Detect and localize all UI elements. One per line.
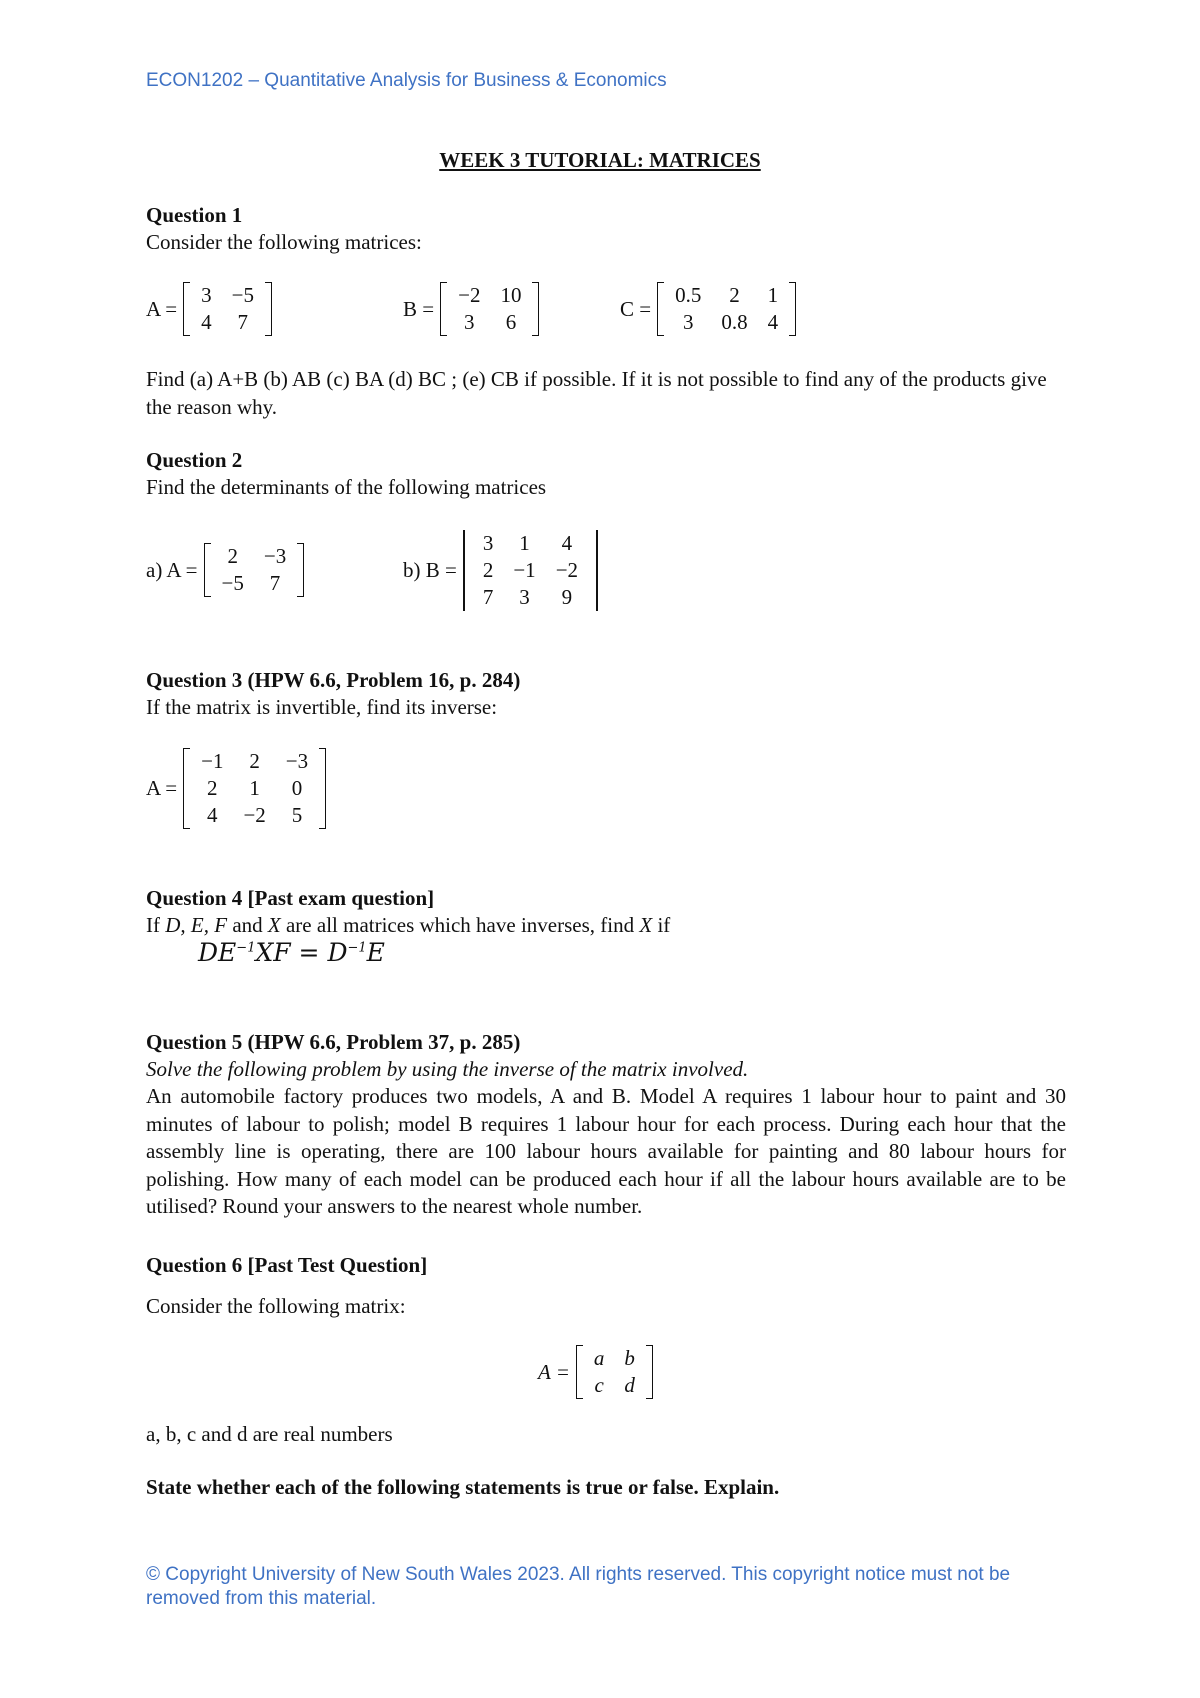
q6-heading: Question 6 [Past Test Question] [146, 1253, 428, 1277]
matrix-cell: 1 [767, 283, 779, 307]
matrix-cell: c [594, 1373, 604, 1397]
q3-intro: If the matrix is invertible, find its inverse: [146, 695, 498, 719]
matrix-cell: −2 [555, 558, 579, 582]
matrix-label: A = [146, 296, 178, 321]
matrix-cell: d [624, 1373, 635, 1397]
matrix-cell: 4 [201, 310, 212, 334]
q5-body: An automobile factory produces two models, A and B. Model A requires 1 labour hour to paint and 30 minutes of labour to polish; model B requires 1 labour hour for each process. During each hour that the assembly line is operating, there are 100 labour hours available for painting and 80 labour hours for polishing. How many of each model can be produced each hour if all the labour hours available are to be utilised? Round your answers to the nearest whole number. [146, 1084, 1066, 1218]
q3-heading: Question 3 (HPW 6.6, Problem 16, p. 284) [146, 668, 521, 692]
matrix-cell: 1 [519, 531, 530, 555]
q6-statement: State whether each of the following statements is true or false. Explain. [146, 1475, 780, 1499]
q4-intro-x2: X [639, 913, 653, 937]
matrix-cell: 9 [561, 585, 573, 609]
matrix-cell: 10 [500, 283, 522, 307]
q6-intro: Consider the following matrix: [146, 1294, 406, 1318]
eq-sup1: −1 [236, 940, 256, 956]
q4-intro [146, 912, 670, 939]
q4-intro-mid: and [227, 913, 268, 937]
matrix-cell: a [593, 1346, 605, 1370]
q4-intro-post: are all matrices which have inverses, find [280, 913, 640, 937]
matrix-cell: −5 [231, 283, 254, 307]
q1-matrix-a [146, 282, 272, 336]
q2-matrix-a [146, 543, 304, 597]
matrix-cell: 4 [561, 531, 573, 555]
matrix-cell: b [624, 1346, 635, 1370]
matrix-cell: 3 [201, 283, 212, 307]
matrix-cell: 7 [269, 571, 281, 595]
copyright-footer: © Copyright University of New South Wales 2023. All rights reserved. This copyright notice must not be removed from this material. [146, 1564, 1011, 1609]
matrix-cell: 3 [519, 585, 530, 609]
matrix-cell: 2 [227, 544, 238, 568]
q4-intro-vars: D, E, F [165, 913, 228, 937]
q2-heading: Question 2 [146, 448, 243, 472]
q2-matrix-b [403, 530, 598, 611]
q1-intro: Consider the following matrices: [146, 230, 422, 254]
matrix-cell: −1 [201, 749, 224, 773]
q5-heading: Question 5 (HPW 6.6, Problem 37, p. 285) [146, 1030, 521, 1054]
matrix-cell: 2 [249, 749, 260, 773]
matrix-label: A = [538, 1359, 570, 1384]
matrix-cell: 1 [249, 776, 260, 800]
matrix-label: C = [620, 296, 652, 321]
q4-intro-x: X [267, 913, 281, 937]
q5-instruction: Solve the following problem by using the inverse of the matrix involved. [146, 1057, 749, 1081]
q4-intro-end: if [652, 913, 671, 937]
matrix-cell: 0.5 [675, 283, 702, 307]
matrix-cell: 4 [207, 803, 218, 827]
matrix-label: A = [146, 776, 178, 800]
q1-heading: Question 1 [146, 203, 243, 227]
matrix-label: a) A = [146, 557, 198, 582]
document-header: ECON1202 – Quantitative Analysis for Business & Economics [146, 70, 667, 91]
q2-intro: Find the determinants of the following matrices [146, 475, 547, 499]
matrix-cell: 3 [482, 531, 494, 555]
matrix-cell: −3 [263, 544, 287, 568]
matrix-cell: −5 [221, 571, 244, 595]
eq-right: E [366, 938, 385, 967]
matrix-cell: 4 [767, 310, 779, 334]
eq-mid: XF = D [255, 938, 348, 967]
matrix-cell: −2 [243, 803, 266, 827]
matrix-cell: 7 [237, 310, 249, 334]
matrix-cell: −2 [458, 283, 481, 307]
matrix-label: B = [403, 296, 435, 321]
matrix-label: b) B = [403, 558, 457, 582]
eq-sup2: −1 [347, 940, 367, 956]
q6-note: a, b, c and d are real numbers [146, 1422, 393, 1446]
q3-matrix-a [146, 748, 326, 829]
eq-left: DE [198, 938, 237, 967]
matrix-cell: 7 [482, 585, 494, 609]
matrix-cell: −1 [513, 558, 536, 582]
matrix-cell: 5 [291, 803, 303, 827]
matrix-cell: 3 [682, 310, 694, 334]
q1-matrix-b [403, 282, 539, 336]
matrix-cell: 3 [464, 310, 475, 334]
q6-matrix-a [538, 1345, 653, 1399]
matrix-cell: 6 [505, 310, 517, 334]
q1-matrix-c [620, 282, 796, 336]
matrix-cell: −3 [285, 749, 309, 773]
q4-intro-pre: If [146, 913, 166, 937]
matrix-cell: 0.8 [721, 310, 748, 334]
q4-equation [198, 938, 385, 967]
page-title: WEEK 3 TUTORIAL: MATRICES [439, 148, 761, 172]
q1-find-text: Find (a) A+B (b) AB (c) BA (d) BC ; (e) CB if possible. If it is not possible to find any of the products give the reason why. [146, 367, 1047, 419]
matrix-cell: 0 [291, 776, 303, 800]
q4-heading: Question 4 [Past exam question] [146, 886, 435, 910]
matrix-cell: 2 [729, 283, 740, 307]
matrix-cell: 2 [207, 776, 218, 800]
matrix-cell: 2 [482, 558, 494, 582]
